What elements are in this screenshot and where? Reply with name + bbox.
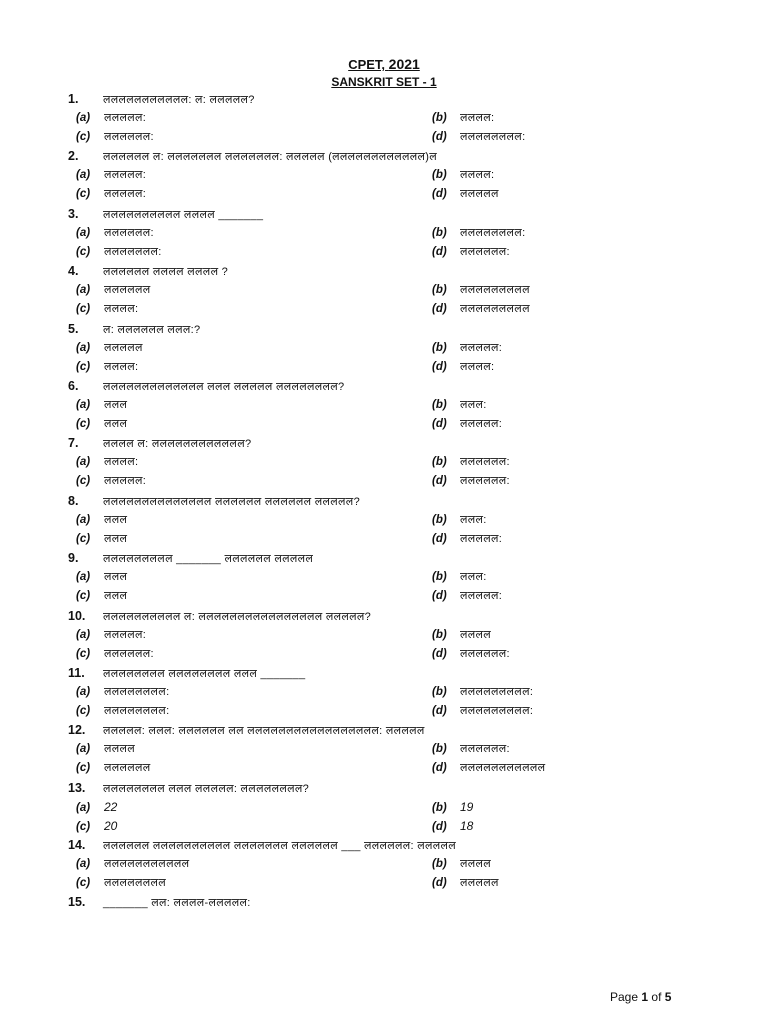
answer-option [432,645,510,664]
option-label: (b) [432,284,447,297]
answer-option [432,530,502,549]
option-label: (b) [432,513,447,526]
question-text: लललललल ल: ललललललल ललललललल: ललललल (लललललललललललल)ल [103,151,437,164]
question-item [0,147,768,204]
option-text: लललललललल: [104,685,170,698]
option-text: 20 [104,818,118,833]
option-text: ललललललललल [460,303,530,316]
answer-option [432,185,499,204]
option-text: ललललललल: [104,245,162,258]
option-label: (d) [432,360,447,373]
option-label: (c) [76,647,91,660]
answer-option [76,109,146,128]
answer-option [432,128,525,147]
answer-option [432,472,510,491]
page-footer [610,990,671,1004]
question-line [68,262,228,281]
answer-option [432,415,502,434]
question-line [68,205,263,224]
exam-subtitle: SANSKRIT SET - 1 [331,75,437,89]
question-text: लललल ल: लललललललललललल? [103,438,252,451]
option-text: लललललल [104,762,151,775]
answer-option [76,874,166,893]
question-text: लललललललललल ल: लललललललललललललललल ललललल? [103,610,372,623]
answer-option [432,683,533,702]
option-text: ललललल: [104,169,147,182]
answer-option [76,281,151,300]
option-text: लललललल: [104,647,154,660]
option-label: (a) [76,743,91,756]
option-text: लललल [460,628,492,641]
option-text: ललल: [460,398,487,411]
question-item [0,434,768,491]
question-number: 7. [68,436,79,451]
exam-title-prefix: CPET, [348,57,386,72]
option-label: (c) [76,820,91,833]
option-label: (d) [432,820,447,833]
option-label: (a) [76,801,91,814]
option-label: (a) [76,284,91,297]
answer-option [76,645,154,664]
question-number: 15. [68,895,86,910]
option-text: ललल [104,398,128,411]
answer-option [432,740,510,759]
answer-option [432,224,525,243]
question-text: लललललललललललललल लललललल लललललल ललललल? [103,495,360,508]
option-label: (b) [432,743,447,756]
option-label: (d) [432,417,447,430]
question-text: लललललललल लललललललल ललल _______ [103,667,306,680]
option-text: 19 [460,799,474,814]
answer-option [76,472,146,491]
question-text: ललललललललल _______ लललललल ललललल [103,553,314,566]
option-text: ललललल [460,188,499,201]
option-label: (d) [432,647,447,660]
option-text: ललललललललल: [460,685,534,698]
answer-option [76,759,151,778]
option-label: (b) [432,341,447,354]
answer-option [76,166,146,185]
answer-option [432,243,510,262]
option-label: (c) [76,131,91,143]
option-label: (c) [76,360,91,373]
question-item [0,836,768,893]
question-line [68,893,251,912]
option-text: ललललल: [460,341,503,354]
option-label: (b) [432,801,447,814]
option-text: लललललल [104,284,151,297]
question-number: 8. [68,493,79,508]
question-item [0,893,768,950]
answer-option [432,511,487,530]
question-number: 11. [68,665,85,680]
question-item [0,262,768,319]
question-number: 2. [68,149,79,164]
option-label: (b) [432,226,447,239]
option-text: लललल: [460,169,495,182]
question-number: 6. [68,378,79,393]
option-text: ललललल: [104,475,147,488]
question-text: ललललललललललललल ललल ललललल लललललललल? [103,380,345,393]
option-text: लललल: [460,360,495,373]
answer-option [76,626,146,645]
option-text: 18 [460,818,474,833]
answer-option [76,568,127,587]
question-list [0,90,768,951]
question-item [0,664,768,721]
option-text: लललल [460,858,492,871]
answer-option [76,855,189,874]
question-text: लललललल लललल लललल ? [103,266,229,279]
option-text: ललललल: [460,590,503,603]
option-label: (a) [76,628,91,641]
answer-option [432,587,502,606]
answer-option [432,874,499,893]
answer-option [432,453,510,472]
option-label: (c) [76,475,91,488]
option-text: ललल [104,571,128,584]
option-label: (a) [76,112,91,124]
question-text: ललललल: ललल: लललललल लल ललललललललललललललललल: ललललल [103,725,425,738]
option-label: (b) [432,685,447,698]
option-label: (a) [76,571,91,584]
question-line [68,721,425,740]
question-number: 9. [68,551,79,566]
option-label: (d) [432,188,447,201]
option-text: ललललल: [104,112,147,124]
answer-option [432,166,494,185]
option-label: (d) [432,532,447,545]
option-label: (a) [76,858,91,871]
option-text: ललललललललल [460,284,530,297]
answer-option [432,396,487,415]
option-text: ललल [104,590,128,603]
option-label: (d) [432,131,447,143]
answer-option [76,128,154,147]
option-label: (d) [432,303,447,316]
option-label: (a) [76,341,91,354]
answer-option [76,798,117,817]
page-total: 5 [664,990,672,1004]
option-label: (a) [76,398,91,411]
answer-option [432,702,533,721]
question-text: लललललललललल लललल _______ [103,208,264,221]
question-number: 3. [68,206,79,221]
answer-option [76,453,138,472]
question-number: 10. [68,608,86,623]
answer-option [76,817,117,836]
option-label: (d) [432,877,447,890]
question-number: 12. [68,723,86,738]
option-label: (d) [432,590,447,603]
answer-option [76,339,143,358]
question-item [0,320,768,377]
question-number: 5. [68,321,79,336]
option-text: ललललललललललल [460,762,546,775]
option-text: लललललललल: [460,226,526,239]
question-item [0,549,768,606]
answer-option [76,740,135,759]
page-number: 1 [641,990,649,1004]
answer-option [432,109,494,128]
option-text: ललल: [460,513,487,526]
answer-option [432,798,473,817]
option-label: (d) [432,475,447,488]
option-text: लललल: [104,303,139,316]
question-number: 4. [68,264,79,279]
option-text: ललललल: [104,188,147,201]
answer-option [76,243,162,262]
option-text: लललललल: [104,226,154,239]
question-item [0,779,768,836]
option-text: ललललल [104,341,143,354]
option-label: (c) [76,245,91,258]
option-text: ललल [104,513,128,526]
question-line [68,492,360,511]
question-line [68,147,437,166]
question-text: ललललललललललल: ल: ललललल? [103,94,255,106]
option-text: ललल: [460,571,487,584]
question-number: 1. [68,92,79,106]
question-text: ल: लललललल ललल:? [103,323,201,336]
option-text: लललल: [460,112,495,124]
question-line [68,836,456,855]
question-line [68,607,371,626]
option-label: (a) [76,685,91,698]
answer-option [432,626,491,645]
page-of-label: of [651,990,662,1004]
option-text: ललल [104,532,128,545]
question-item [0,721,768,778]
option-text: लललललल: [460,456,510,469]
question-item [0,90,768,147]
question-line [68,377,344,396]
option-label: (c) [76,532,91,545]
question-line [68,434,251,453]
exam-title [0,56,768,73]
option-text: लललललललल: [460,131,526,143]
option-text: 22 [104,799,118,814]
answer-option [76,358,138,377]
answer-option [432,817,473,836]
option-text: ललल [104,417,128,430]
answer-option [432,358,494,377]
option-text: लललल [104,743,136,756]
question-item [0,377,768,434]
option-label: (b) [432,571,447,584]
option-text: लललललल: [460,743,510,756]
answer-option [76,587,127,606]
option-label: (c) [76,762,91,775]
question-item [0,607,768,664]
answer-option [76,683,169,702]
option-text: लललल: [104,456,139,469]
question-number: 14. [68,838,86,853]
question-line [68,320,200,339]
option-text: लललललल: [460,245,510,258]
option-label: (b) [432,398,447,411]
option-label: (b) [432,169,447,182]
option-text: लललललल: [460,475,510,488]
option-label: (d) [432,245,447,258]
option-label: (c) [76,417,91,430]
option-label: (c) [76,590,91,603]
exam-year: 2021 [388,56,420,72]
answer-option [76,224,154,243]
question-text: लललललललल ललल ललललल: लललललललल? [103,782,310,795]
answer-option [432,300,530,319]
option-label: (b) [432,858,447,871]
question-number: 13. [68,780,86,795]
question-line [68,549,313,568]
option-label: (a) [76,513,91,526]
option-text: ललललल: [460,532,503,545]
option-label: (c) [76,704,91,717]
option-label: (c) [76,188,91,201]
option-text: ललललल: [104,628,147,641]
answer-option [432,568,487,587]
option-label: (d) [432,704,447,717]
answer-option [432,759,545,778]
question-item [0,205,768,262]
option-label: (a) [76,169,91,182]
option-text: ललललललललललल [104,858,190,871]
option-label: (a) [76,226,91,239]
option-text: ललललललललल: [460,704,534,717]
option-label: (d) [432,762,447,775]
option-label: (a) [76,456,91,469]
answer-option [76,415,127,434]
answer-option [76,396,127,415]
answer-option [432,339,502,358]
document-header [0,56,768,91]
option-label: (b) [432,112,447,124]
option-text: ललललल: [460,417,503,430]
question-item [0,492,768,549]
option-label: (b) [432,456,447,469]
question-text: _______ लल: लललल-ललललल: [103,897,251,910]
option-text: ललललल [460,877,499,890]
option-label: (b) [432,628,447,641]
option-label: (c) [76,877,91,890]
option-text: लललललललल [104,877,167,890]
answer-option [76,511,127,530]
page-label: Page [610,990,639,1004]
answer-option [432,855,491,874]
answer-option [76,185,146,204]
option-text: लललललललल: [104,704,170,717]
option-text: लललललल: [104,131,154,143]
option-label: (c) [76,303,91,316]
question-line [68,779,309,798]
answer-option [76,300,138,319]
answer-option [76,530,127,549]
option-text: लललल: [104,360,139,373]
question-line [68,664,305,683]
answer-option [432,281,530,300]
answer-option [76,702,169,721]
option-text: लललललल: [460,647,510,660]
question-text: लललललल लललललललललल ललललललल लललललल ___ लललललल: ललललल [103,840,457,853]
question-line [68,90,255,109]
